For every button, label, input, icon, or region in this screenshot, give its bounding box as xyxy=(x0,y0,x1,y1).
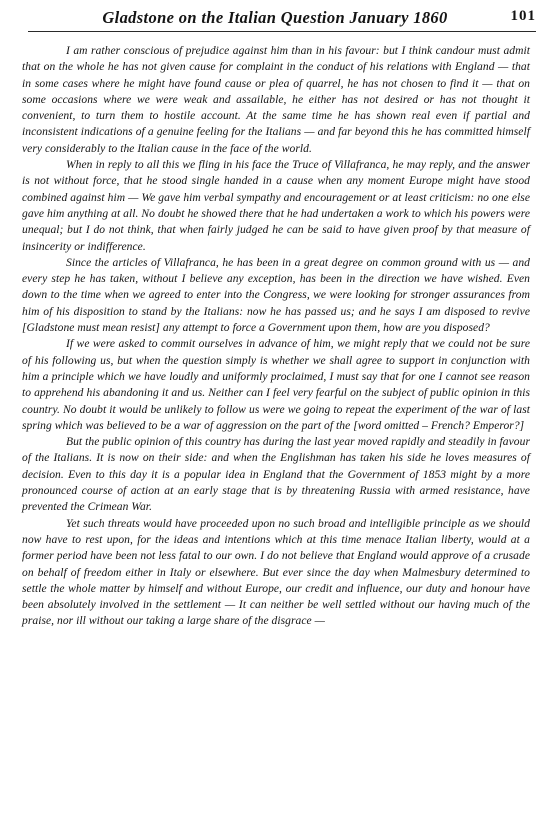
running-head xyxy=(0,8,550,30)
running-title: Gladstone on the Italian Question January 1860 xyxy=(102,8,448,27)
paragraph: When in reply to all this we fling in his face the Truce of Villafranca, he may reply, and the answer is not without force, that he stood single handed in a cause when any moment Europe might have stood combined against him — We gave him verbal sympathy and encouragement or at least criticism: no one else gave him anything at all. No doubt he showed there that he had undertaken a work to which his powers were unequal; but I do not think, that when fairly judged he can be said to have given proof by that measure of insincerity or indifference. xyxy=(22,159,530,253)
paragraph: Since the articles of Villafranca, he has been in a great degree on common ground with us — and every step he has taken, without I believe any exception, has been in the direction we have wished. Even down to the time when we agreed to enter into the Congress, we were looking for stronger assurances from him of his disposition to stand by the Italians: now he has passed us; and he says I am disposed to revive [Gladstone must mean resist] any attempt to force a Government upon them, how are you disposed? xyxy=(22,256,530,335)
paragraph: Yet such threats would have proceeded upon no such broad and intelligible principle as we should now have to rest upon, for the ideas and intentions which at this time menace Italian liberty, would at a former period have been not less fatal to our own. I do not believe that England would approve of a crusade on behalf of freedom either in Italy or elsewhere. But ever since the day when Malmesbury determined to settle the whole matter by himself and without Europe, our credit and influence, our duty and honour have been absolutely involved in the settlement — It can neither be well settled without our having much of the praise, nor ill without our taking a large share of the disgrace — xyxy=(22,517,530,628)
header-rule xyxy=(28,31,536,32)
page-number: 101 xyxy=(510,8,536,24)
paragraph: I am rather conscious of prejudice against him than in his favour: but I think candour must admit that on the whole he has not given cause for complaint in the conduct of his relations with England — that in some cases where he might have found cause or plea of quarrel, he has not chosen to find it — that on some occasions where we were weak and assailable, he either has not desired or has not thought it convenient, to turn them to hostile account. At the same time he has shown real even if partial and inconsistent indications of a genuine feeling for the Italians — and far beyond this he has committed himself very considerably to the Italian cause in the face of the world. xyxy=(22,45,530,155)
body-text xyxy=(22,43,530,630)
paragraph: But the public opinion of this country has during the last year moved rapidly and steadily in favour of the Italians. It is now on their side: and when the Englishman has taken his side he loves measures of decision. Even to this day it is a popular idea in England that the Government of 1853 might by a more pronounced course of action at an early stage that is by threatening Russia with armed resistance, have prevented the Crimean War. xyxy=(22,436,530,514)
paragraph: If we were asked to commit ourselves in advance of him, we might reply that we could not be sure of his following us, but when the question simply is whether we shall agree to support in conjunction with him a principle which we have loudly and uniformly proclaimed, I must say that for one I cannot see reason to apprehend his abandoning it and us. Neither can I feel very fearful on the subject of public opinion in this country. No doubt it would be unlikely to follow us were we going to repeat the experiment of the war of last spring which was believed to be a war of aggression on the part of the [word omitted – French? Emperor?] xyxy=(22,338,530,432)
